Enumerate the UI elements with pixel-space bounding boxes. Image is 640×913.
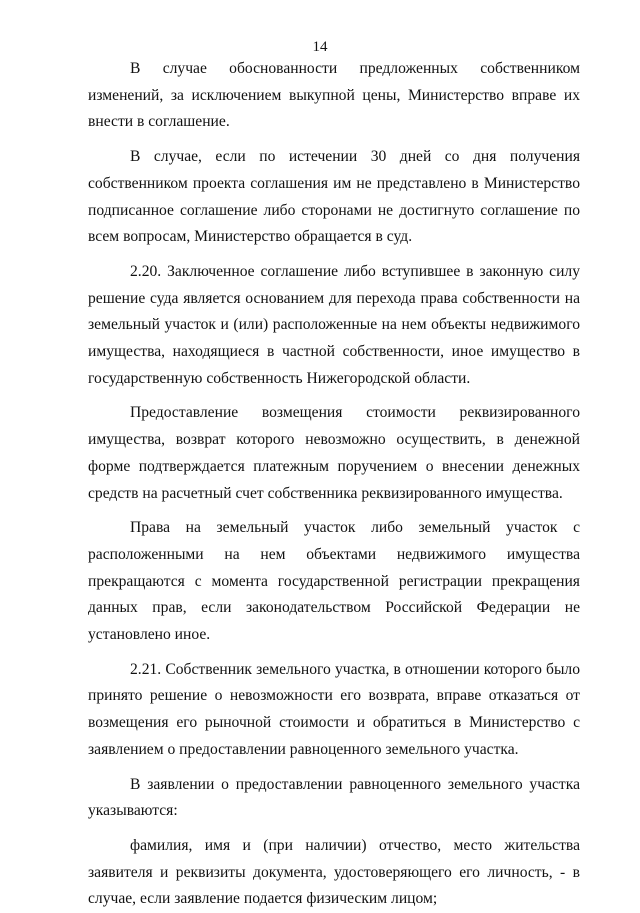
document-body [88,56,580,913]
paragraph-2-21: 2.21. Собственник земельного участка, в отношении которого было принято решение о невозможности его возврата, вправе отказаться от возмещения его рыночной стоимости и обратиться в Министерство с заявлением о предоставлении равноценного земельного участка. [88,660,580,758]
paragraph-2-20: 2.20. Заключенное соглашение либо вступившее в законную силу решение суда является основанием для перехода права собственности на земельный участок и (или) расположенные на нем объекты недвижимого имущества, находящиеся в частной собственности, иное имущество в государственную собственность Нижегородской области. [88,262,580,387]
paragraph-rights-termination: Права на земельный участок либо земельный участок с расположенными на нем объектами недвижимого имущества прекращаются с момента государственной регистрации прекращения данных прав, если законодательством Российской Федерации не установлено иное. [88,519,580,644]
paragraph-court-appeal: В случае, если по истечении 30 дней со дня получения собственником проекта соглашения им не представлено в Министерство подписанное соглашение либо сторонами не достигнуто соглашение по всем вопросам, Министерство обращается в суд. [88,148,580,246]
paragraph-application-contents: В заявлении о предоставлении равноценного земельного участка указываются: [88,775,580,820]
paragraph-applicant-details: фамилия, имя и (при наличии) отчество, место жительства заявителя и реквизиты документа, удостоверяющего его личность, - в случае, если заявление подается физическим лицом; [88,836,580,908]
paragraph-amendments: В случае обоснованности предложенных собственником изменений, за исключением выкупной цены, Министерство вправе их внести в соглашение. [88,60,580,131]
paragraph-compensation: Предоставление возмещения стоимости реквизированного имущества, возврат которого невозможно осуществить, в денежной форме подтверждается платежным поручением о внесении денежных средств на расчетный счет собственника реквизированного имущества. [88,404,580,502]
page-number: 14 [312,39,328,55]
